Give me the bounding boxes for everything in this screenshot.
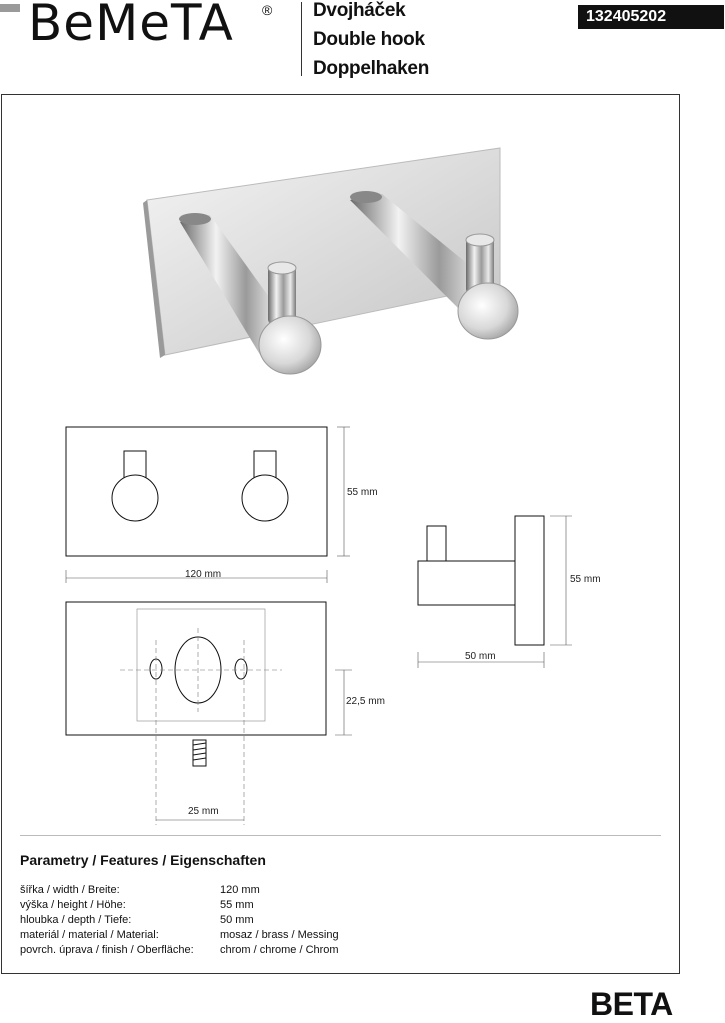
title-english: Double hook (313, 29, 425, 50)
param-label: povrch. úprava / finish / Oberfläche: (20, 944, 194, 956)
dim-depth: 50 mm (465, 651, 496, 662)
dim-width: 120 mm (185, 569, 222, 580)
section-divider (20, 835, 661, 836)
param-label: šířka / width / Breite: (20, 884, 120, 896)
dim-front-height: 55 mm (347, 487, 378, 498)
registered-mark: ® (262, 2, 273, 18)
param-label: materiál / material / Material: (20, 929, 159, 941)
front-view (66, 427, 350, 583)
param-value: 50 mm (220, 914, 254, 926)
mount-view (66, 602, 352, 825)
param-value: mosaz / brass / Messing (220, 929, 339, 941)
param-label: výška / height / Höhe: (20, 899, 126, 911)
side-view (418, 516, 572, 668)
param-value: chrom / chrome / Chrom (220, 944, 339, 956)
product-code-badge: 132405202 (578, 5, 724, 29)
params-title: Parametry / Features / Eigenschaften (20, 852, 266, 868)
title-czech: Dvojháček (313, 0, 406, 21)
param-value: 120 mm (220, 884, 260, 896)
param-label: hloubka / depth / Tiefe: (20, 914, 132, 926)
title-german: Doppelhaken (313, 58, 429, 79)
brand-logo: BeMeTA (28, 0, 234, 52)
dim-hole-spacing: 25 mm (188, 806, 219, 817)
dim-mount-offset: 22,5 mm (346, 696, 385, 707)
param-value: 55 mm (220, 899, 254, 911)
dim-side-height: 55 mm (570, 574, 601, 585)
product-photo (143, 148, 518, 374)
series-name: BETA (590, 986, 673, 1022)
